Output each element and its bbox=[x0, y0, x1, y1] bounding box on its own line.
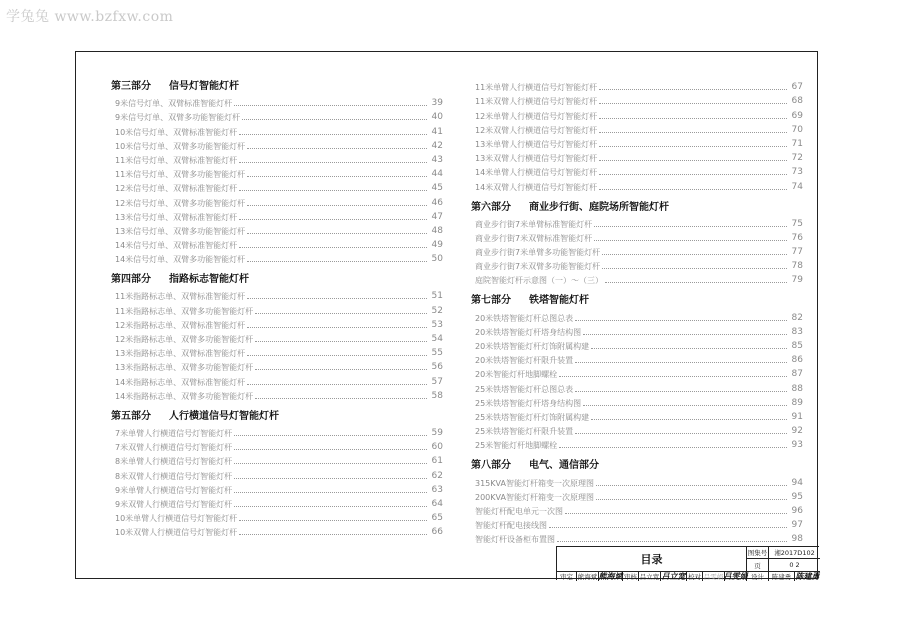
dot-leader bbox=[242, 119, 427, 120]
toc-entry-page: 53 bbox=[431, 319, 443, 330]
toc-entry-page: 46 bbox=[431, 197, 443, 208]
toc-entry-page: 71 bbox=[791, 138, 803, 149]
toc-entry-title: 25米铁塔智能灯杆塔身结构图 bbox=[475, 398, 582, 408]
dot-leader bbox=[602, 268, 787, 269]
toc-entry-title: 20米智能灯杆地脚螺栓 bbox=[475, 370, 558, 380]
section-heading bbox=[111, 273, 443, 287]
toc-entry[interactable] bbox=[471, 245, 803, 259]
toc-entry[interactable] bbox=[471, 353, 803, 367]
dot-leader bbox=[239, 162, 427, 163]
section-part-number: 第五部分 bbox=[111, 410, 151, 422]
toc-entry-page: 50 bbox=[431, 254, 443, 265]
dot-leader bbox=[255, 313, 427, 314]
toc-entry[interactable] bbox=[471, 396, 803, 410]
dot-leader bbox=[602, 254, 787, 255]
toc-entry-page: 51 bbox=[431, 291, 443, 302]
toc-entry-page: 49 bbox=[431, 240, 443, 251]
toc-entry-page: 67 bbox=[791, 82, 803, 93]
toc-entry[interactable] bbox=[111, 238, 443, 252]
toc-entry-page: 92 bbox=[791, 426, 803, 437]
toc-left-column bbox=[111, 80, 443, 539]
section-part-number: 第四部分 bbox=[111, 274, 151, 286]
toc-entry-title: 13米信号灯单、双臂多功能智能灯杆 bbox=[115, 226, 246, 236]
toc-entry-page: 52 bbox=[431, 305, 443, 316]
dot-leader bbox=[247, 298, 427, 299]
toc-entry-page: 59 bbox=[431, 427, 443, 438]
dot-leader bbox=[239, 190, 427, 191]
dot-leader bbox=[234, 506, 427, 507]
dot-leader bbox=[549, 527, 787, 528]
toc-entry-title: 200KVA智能灯杆箱变一次原理图 bbox=[475, 492, 594, 502]
toc-entry-title: 10米单臂人行横道信号灯智能灯杆 bbox=[115, 514, 238, 524]
dot-leader bbox=[599, 118, 787, 119]
toc-entry-page: 68 bbox=[791, 96, 803, 107]
toc-entry-title: 25米铁塔智能灯杆灯饰附属构建 bbox=[475, 412, 590, 422]
toc-entry-title: 12米信号灯单、双臂多功能智能灯杆 bbox=[115, 198, 246, 208]
dot-leader bbox=[596, 485, 787, 486]
toc-entry[interactable] bbox=[471, 231, 803, 245]
toc-entry[interactable] bbox=[111, 110, 443, 124]
toc-entry[interactable] bbox=[471, 532, 803, 546]
proof-signature: 吕雯娟 bbox=[723, 571, 748, 581]
dot-leader bbox=[239, 134, 427, 135]
toc-entry-title: 20米铁塔智能灯杆限升装置 bbox=[475, 356, 574, 366]
toc-entry-page: 73 bbox=[791, 167, 803, 178]
toc-entry-title: 25米智能灯杆地脚螺栓 bbox=[475, 441, 558, 451]
dot-leader bbox=[594, 240, 787, 241]
design-signature: 陈建勇 bbox=[795, 571, 820, 581]
dot-leader bbox=[599, 174, 787, 175]
toc-entry-title: 13米指路标志单、双臂标准智能灯杆 bbox=[115, 349, 246, 359]
toc-entry-page: 40 bbox=[431, 112, 443, 123]
toc-entry-title: 13米单臂人行横道信号灯智能灯杆 bbox=[475, 139, 598, 149]
toc-entry[interactable] bbox=[111, 303, 443, 317]
toc-entry-page: 63 bbox=[431, 484, 443, 495]
toc-entry-page: 56 bbox=[431, 362, 443, 373]
design-name: 陈建勇 bbox=[769, 572, 795, 581]
dot-leader bbox=[594, 226, 787, 227]
toc-entry[interactable] bbox=[111, 318, 443, 332]
dot-leader bbox=[575, 391, 787, 392]
toc-entry[interactable] bbox=[111, 181, 443, 195]
toc-entry-title: 商业步行街7米双臂多功能智能灯杆 bbox=[475, 262, 601, 272]
audit-label: 审核 bbox=[624, 573, 637, 581]
dot-leader bbox=[255, 341, 427, 342]
toc-entry[interactable] bbox=[471, 108, 803, 122]
toc-entry-title: 9米信号灯单、双臂标准智能灯杆 bbox=[115, 99, 233, 109]
atlas-no-label: 图集号 bbox=[747, 549, 768, 557]
toc-entry-title: 12米指路标志单、双臂标准智能灯杆 bbox=[115, 320, 246, 330]
toc-entry-page: 65 bbox=[431, 513, 443, 524]
page-number: 0 2 bbox=[769, 559, 820, 572]
toc-entry[interactable] bbox=[471, 438, 803, 452]
dot-leader bbox=[239, 534, 427, 535]
toc-entry-title: 13米信号灯单、双臂标准智能灯杆 bbox=[115, 212, 238, 222]
toc-entry[interactable] bbox=[111, 497, 443, 511]
toc-entry-title: 20米铁塔智能灯杆塔身结构图 bbox=[475, 327, 582, 337]
toc-entry-title: 11米单臂人行横道信号灯智能灯杆 bbox=[475, 83, 598, 93]
dot-leader bbox=[239, 247, 427, 248]
toc-entry-title: 12米单臂人行横道信号灯智能灯杆 bbox=[475, 111, 598, 121]
toc-entry-page: 87 bbox=[791, 369, 803, 380]
section-part-number: 第七部分 bbox=[471, 295, 511, 307]
toc-entry-title: 8米双臂人行横道信号灯智能灯杆 bbox=[115, 471, 233, 481]
dot-leader bbox=[239, 219, 427, 220]
dot-leader bbox=[583, 334, 787, 335]
toc-entry-title: 11米指路标志单、双臂多功能智能灯杆 bbox=[115, 306, 254, 316]
dot-leader bbox=[234, 105, 427, 106]
toc-entry-page: 70 bbox=[791, 124, 803, 135]
toc-entry[interactable] bbox=[111, 124, 443, 138]
dot-leader bbox=[599, 146, 787, 147]
toc-entry-title: 商业步行街7米单臂多功能智能灯杆 bbox=[475, 248, 601, 258]
toc-entry-page: 93 bbox=[791, 440, 803, 451]
dot-leader bbox=[583, 405, 787, 406]
dot-leader bbox=[557, 541, 787, 542]
dot-leader bbox=[575, 433, 787, 434]
section-part-number: 第八部分 bbox=[471, 460, 511, 472]
audit-name: 吕立宽 bbox=[639, 573, 660, 581]
toc-entry[interactable] bbox=[111, 483, 443, 497]
dot-leader bbox=[239, 520, 427, 521]
section-heading bbox=[471, 201, 803, 215]
toc-entry-title: 11米信号灯单、双臂标准智能灯杆 bbox=[115, 155, 238, 165]
toc-entry[interactable] bbox=[471, 259, 803, 273]
toc-entry-title: 9米单臂人行横道信号灯智能灯杆 bbox=[115, 485, 233, 495]
toc-entry-page: 61 bbox=[431, 456, 443, 467]
dot-leader bbox=[599, 132, 787, 133]
toc-entry-title: 14米信号灯单、双臂多功能智能灯杆 bbox=[115, 255, 246, 265]
toc-entry[interactable] bbox=[111, 210, 443, 224]
toc-entry[interactable] bbox=[111, 96, 443, 110]
section-heading bbox=[111, 410, 443, 424]
toc-entry[interactable] bbox=[111, 224, 443, 238]
toc-entry-page: 45 bbox=[431, 183, 443, 194]
toc-entry-title: 13米双臂人行横道信号灯智能灯杆 bbox=[475, 154, 598, 164]
dot-leader bbox=[247, 261, 427, 262]
toc-entry-page: 75 bbox=[791, 218, 803, 229]
toc-entry-page: 41 bbox=[431, 126, 443, 137]
section-heading bbox=[471, 459, 803, 473]
section-title: 铁塔智能灯杆 bbox=[529, 295, 589, 307]
toc-entry[interactable] bbox=[471, 504, 803, 518]
toc-entry[interactable] bbox=[471, 410, 803, 424]
toc-entry[interactable] bbox=[111, 389, 443, 403]
toc-entry-title: 庭院智能灯杆示意图（一）～（三） bbox=[475, 276, 603, 286]
dot-leader bbox=[234, 463, 427, 464]
toc-entry-title: 14米指路标志单、双臂多功能智能灯杆 bbox=[115, 391, 254, 401]
toc-entry[interactable] bbox=[471, 137, 803, 151]
toc-entry-title: 14米信号灯单、双臂标准智能灯杆 bbox=[115, 241, 238, 251]
toc-entry-page: 44 bbox=[431, 169, 443, 180]
toc-entry[interactable] bbox=[111, 426, 443, 440]
toc-entry-page: 57 bbox=[431, 376, 443, 387]
dot-leader bbox=[255, 398, 427, 399]
toc-entry[interactable] bbox=[471, 475, 803, 489]
toc-entry-title: 14米双臂人行横道信号灯智能灯杆 bbox=[475, 182, 598, 192]
dot-leader bbox=[247, 233, 427, 234]
toc-entry-page: 76 bbox=[791, 232, 803, 243]
toc-entry-page: 89 bbox=[791, 397, 803, 408]
toc-entry-title: 14米单臂人行横道信号灯智能灯杆 bbox=[475, 168, 598, 178]
toc-entry[interactable] bbox=[471, 217, 803, 231]
toc-entry-page: 98 bbox=[791, 534, 803, 545]
toc-entry-page: 58 bbox=[431, 390, 443, 401]
toc-entry[interactable] bbox=[471, 273, 803, 287]
toc-entry-title: 11米信号灯单、双臂多功能智能灯杆 bbox=[115, 170, 246, 180]
toc-entry[interactable] bbox=[471, 381, 803, 395]
toc-entry-title: 7米双臂人行横道信号灯智能灯杆 bbox=[115, 443, 233, 453]
toc-entry-title: 智能灯杆配电接线图 bbox=[475, 521, 547, 531]
dot-leader bbox=[247, 327, 427, 328]
watermark-text: 学兔兔 www.bzfxw.com bbox=[6, 9, 174, 25]
toc-entry-title: 12米双臂人行横道信号灯智能灯杆 bbox=[475, 125, 598, 135]
toc-entry[interactable] bbox=[111, 139, 443, 153]
toc-entry-title: 315KVA智能灯杆箱变一次原理图 bbox=[475, 478, 594, 488]
toc-entry-page: 78 bbox=[791, 261, 803, 272]
review-signature: 熊海斌 bbox=[598, 571, 623, 581]
toc-entry-title: 11米双臂人行横道信号灯智能灯杆 bbox=[475, 97, 598, 107]
toc-entry-page: 74 bbox=[791, 181, 803, 192]
toc-entry[interactable] bbox=[111, 360, 443, 374]
toc-entry[interactable] bbox=[111, 332, 443, 346]
toc-entry-title: 10米信号灯单、双臂标准智能灯杆 bbox=[115, 127, 238, 137]
toc-entry[interactable] bbox=[111, 167, 443, 181]
dot-leader bbox=[591, 419, 787, 420]
toc-entry[interactable] bbox=[111, 454, 443, 468]
toc-entry-page: 96 bbox=[791, 505, 803, 516]
toc-entry[interactable] bbox=[111, 289, 443, 303]
toc-entry-title: 9米信号灯单、双臂多功能智能灯杆 bbox=[115, 113, 241, 123]
toc-entry[interactable] bbox=[471, 325, 803, 339]
title-block bbox=[556, 546, 819, 580]
toc-entry-page: 69 bbox=[791, 110, 803, 121]
toc-entry-title: 11米指路标志单、双臂标准智能灯杆 bbox=[115, 292, 246, 302]
dot-leader bbox=[247, 176, 427, 177]
drawing-sheet bbox=[75, 51, 818, 579]
toc-entry-page: 60 bbox=[431, 442, 443, 453]
dot-leader bbox=[596, 499, 787, 500]
toc-entry[interactable] bbox=[111, 440, 443, 454]
section-title: 信号灯智能灯杆 bbox=[169, 81, 239, 92]
dot-leader bbox=[599, 189, 787, 190]
dot-leader bbox=[599, 160, 787, 161]
toc-entry[interactable] bbox=[471, 94, 803, 108]
dot-leader bbox=[599, 89, 787, 90]
toc-entry-page: 88 bbox=[791, 383, 803, 394]
toc-entry-title: 14米指路标志单、双臂标准智能灯杆 bbox=[115, 377, 246, 387]
section-title: 商业步行街、庭院场所智能灯杆 bbox=[529, 201, 669, 213]
section-heading bbox=[471, 294, 803, 308]
dot-leader bbox=[234, 478, 427, 479]
toc-entry-title: 智能灯杆配电单元一次图 bbox=[475, 506, 563, 516]
dot-leader bbox=[247, 384, 427, 385]
dot-leader bbox=[234, 492, 427, 493]
dot-leader bbox=[234, 435, 427, 436]
toc-entry-page: 82 bbox=[791, 312, 803, 323]
toc-entry-title: 8米单臂人行横道信号灯智能灯杆 bbox=[115, 457, 233, 467]
toc-entry-title: 商业步行街7米单臂标准智能灯杆 bbox=[475, 219, 593, 229]
toc-entry[interactable] bbox=[471, 518, 803, 532]
toc-entry[interactable] bbox=[111, 525, 443, 539]
toc-entry-title: 20米铁塔智能灯杆总图总表 bbox=[475, 313, 574, 323]
section-heading bbox=[111, 80, 443, 94]
proof-name: 吕雯娟 bbox=[703, 573, 724, 581]
toc-entry[interactable] bbox=[471, 179, 803, 193]
toc-entry-title: 商业步行街7米双臂标准智能灯杆 bbox=[475, 233, 593, 243]
toc-entry-page: 91 bbox=[791, 411, 803, 422]
design-label: 设计 bbox=[747, 572, 769, 581]
dot-leader bbox=[599, 103, 787, 104]
toc-entry-title: 12米指路标志单、双臂多功能智能灯杆 bbox=[115, 335, 254, 344]
toc-entry-title: 智能灯杆设备柜布置图 bbox=[475, 535, 555, 545]
toc-entry-page: 86 bbox=[791, 355, 803, 366]
toc-entry-title: 7米单臂人行横道信号灯智能灯杆 bbox=[115, 428, 233, 438]
toc-entry-title: 25米铁塔智能灯杆限升装置 bbox=[475, 427, 574, 437]
dot-leader bbox=[247, 355, 427, 356]
toc-entry-page: 47 bbox=[431, 211, 443, 222]
toc-entry[interactable] bbox=[471, 424, 803, 438]
toc-entry[interactable] bbox=[111, 374, 443, 388]
toc-entry-page: 66 bbox=[431, 527, 443, 538]
dot-leader bbox=[234, 449, 427, 450]
toc-entry-title: 20米铁塔智能灯杆灯饰附属构建 bbox=[475, 342, 590, 351]
toc-entry[interactable] bbox=[111, 468, 443, 482]
toc-entry-page: 48 bbox=[431, 225, 443, 236]
section-title: 人行横道信号灯智能灯杆 bbox=[169, 410, 279, 422]
toc-entry-page: 64 bbox=[431, 498, 443, 509]
toc-entry-page: 97 bbox=[791, 520, 803, 531]
proof-label: 校对 bbox=[688, 573, 701, 581]
review-label: 审定 bbox=[557, 572, 577, 581]
toc-entry[interactable] bbox=[471, 490, 803, 504]
toc-entry-title: 25米铁塔智能灯杆总图总表 bbox=[475, 384, 574, 394]
toc-entry[interactable] bbox=[471, 367, 803, 381]
section-title: 电气、通信部分 bbox=[529, 460, 599, 472]
section-part-number: 第六部分 bbox=[471, 201, 511, 213]
toc-entry-page: 72 bbox=[791, 153, 803, 164]
toc-entry[interactable] bbox=[111, 346, 443, 360]
toc-entry-page: 83 bbox=[791, 326, 803, 337]
toc-entry-page: 62 bbox=[431, 470, 443, 481]
toc-entry-page: 42 bbox=[431, 140, 443, 151]
toc-entry[interactable] bbox=[111, 252, 443, 266]
dot-leader bbox=[591, 348, 787, 349]
toc-entry-title: 10米信号灯单、双臂多功能智能灯杆 bbox=[115, 141, 246, 151]
toc-entry-page: 94 bbox=[791, 477, 803, 488]
toc-entry-page: 43 bbox=[431, 154, 443, 165]
dot-leader bbox=[559, 447, 787, 448]
toc-entry[interactable] bbox=[471, 123, 803, 137]
toc-entry-title: 9米双臂人行横道信号灯智能灯杆 bbox=[115, 499, 233, 509]
toc-entry[interactable] bbox=[471, 339, 803, 353]
section-title: 指路标志智能灯杆 bbox=[169, 274, 249, 286]
dot-leader bbox=[247, 205, 427, 206]
page-label: 页 bbox=[747, 559, 769, 572]
toc-entry[interactable] bbox=[471, 310, 803, 324]
dot-leader bbox=[559, 376, 787, 377]
toc-entry-title: 13米指路标志单、双臂多功能智能灯杆 bbox=[115, 363, 254, 373]
toc-entry-page: 54 bbox=[431, 334, 443, 344]
section-part-number: 第三部分 bbox=[111, 81, 151, 92]
dot-leader bbox=[255, 369, 427, 370]
toc-entry[interactable] bbox=[111, 511, 443, 525]
toc-entry-page: 85 bbox=[791, 341, 803, 351]
review-name: 熊海斌 bbox=[577, 573, 598, 581]
drawing-title: 目录 bbox=[557, 547, 747, 572]
toc-entry-page: 95 bbox=[791, 491, 803, 502]
toc-entry-page: 39 bbox=[431, 98, 443, 109]
toc-entry-page: 77 bbox=[791, 247, 803, 258]
dot-leader bbox=[575, 320, 787, 321]
toc-entry-page: 79 bbox=[791, 275, 803, 286]
dot-leader bbox=[575, 362, 787, 363]
toc-right-column bbox=[471, 80, 803, 546]
dot-leader bbox=[247, 148, 427, 149]
atlas-no: 湘2017D102 bbox=[769, 547, 820, 559]
toc-entry-title: 10米双臂人行横道信号灯智能灯杆 bbox=[115, 528, 238, 538]
toc-entry[interactable] bbox=[471, 80, 803, 94]
dot-leader bbox=[605, 282, 787, 283]
toc-entry[interactable] bbox=[471, 165, 803, 179]
dot-leader bbox=[565, 513, 787, 514]
toc-entry[interactable] bbox=[111, 153, 443, 167]
toc-entry[interactable] bbox=[471, 151, 803, 165]
toc-entry-page: 55 bbox=[431, 348, 443, 359]
toc-entry[interactable] bbox=[111, 195, 443, 209]
toc-entry-title: 12米信号灯单、双臂标准智能灯杆 bbox=[115, 184, 238, 194]
audit-signature: 吕立宽 bbox=[661, 571, 686, 581]
